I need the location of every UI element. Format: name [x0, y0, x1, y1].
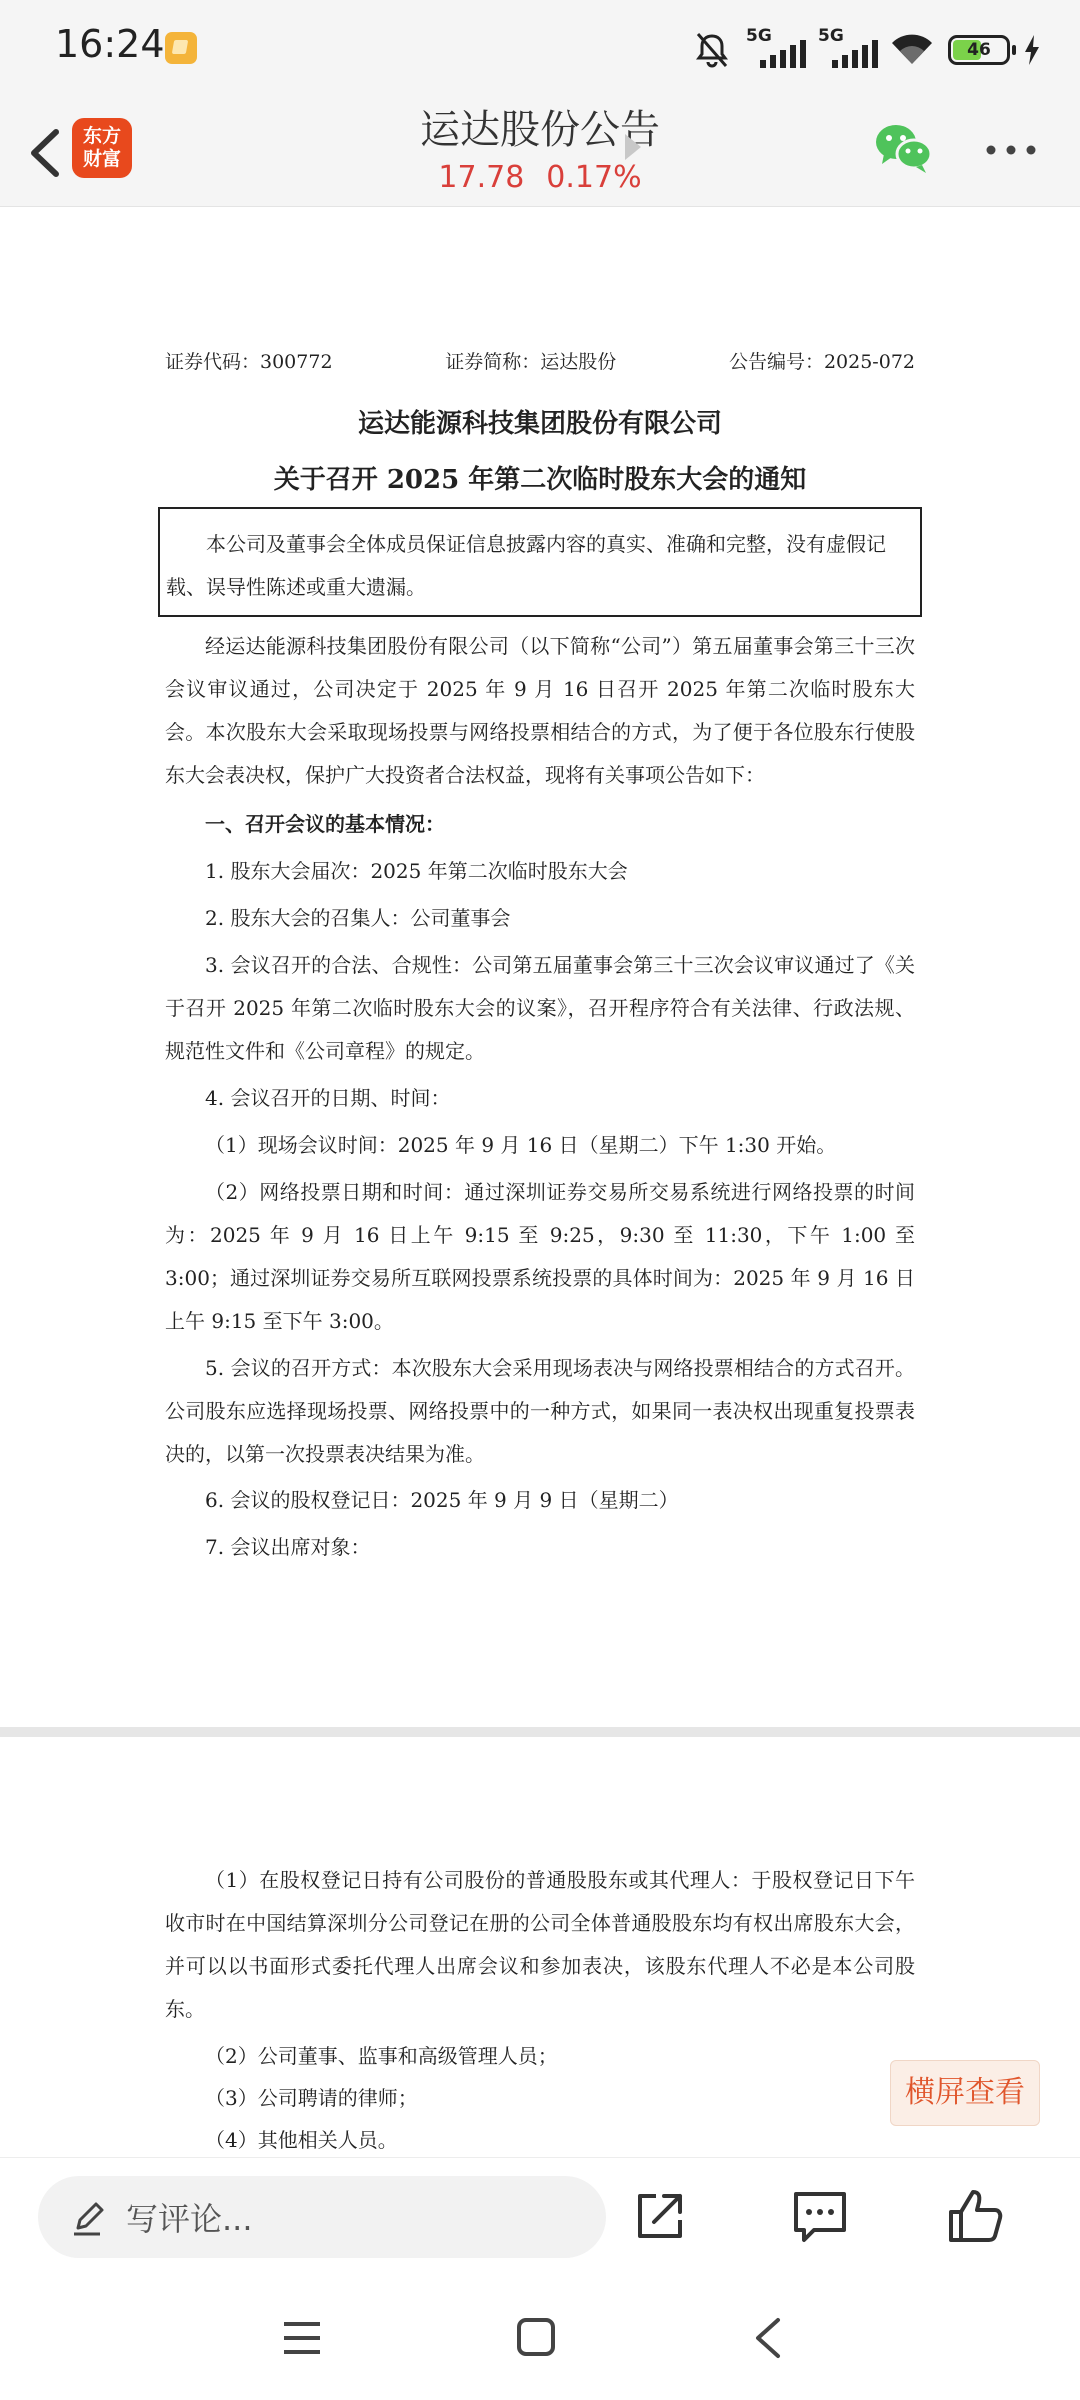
wechat-share-icon[interactable]: [872, 118, 934, 178]
stock-price: 17.78: [438, 160, 525, 195]
item-3: 3. 会议召开的合法、合规性：公司第五届董事会第三十三次会议审议通过了《关于召开 2025 年第二次临时股东大会的议案》，召开程序符合有关法律、行政法规、规范性文件和《公司章程》的规定。: [165, 953, 915, 1063]
item-4a: （1）现场会议时间：2025 年 9 月 16 日（星期二）下午 1:30 开始。: [205, 1133, 837, 1157]
thumbs-up-icon[interactable]: [945, 2186, 1005, 2246]
stock-quote: [300, 158, 780, 198]
bottom-action-bar: [0, 2157, 1080, 2278]
security-code: 证券代码：300772: [165, 351, 333, 373]
section-heading: 一、召开会议的基本情况：: [205, 812, 445, 836]
page-title: 运达股份公告: [420, 107, 660, 153]
item-7a: （1）在股权登记日持有公司股份的普通股股东或其代理人：于股权登记日下午收市时在中国结算深圳分公司登记在册的公司全体普通股股东均有权出席股东大会，并可以以书面形式委托代理人出席会议和参加表决，该股东代理人不必是本公司股东。: [165, 1868, 915, 2021]
status-bar: [0, 0, 1080, 100]
home-icon[interactable]: [516, 2317, 556, 2357]
app-logo: 东方 财富: [72, 118, 132, 178]
system-back-icon[interactable]: [752, 2317, 782, 2359]
page-separator: [0, 1727, 1080, 1737]
security-short-name: 证券简称：运达股份: [445, 351, 617, 373]
intro-paragraph: 经运达能源科技集团股份有限公司（以下简称“公司”）第五届董事会第三十三次会议审议通过，公司决定于 2025 年 9 月 16 日召开 2025 年第二次临时股东大会。本次股东大会采取现场投票与网络投票相结合的方式，为了便于各位股东行使股东大会表决权，保护广大投资者合法权益，现将有关事项公告如下：: [165, 634, 915, 787]
more-options-icon[interactable]: [985, 140, 1037, 160]
company-title: 运达能源科技集团股份有限公司: [357, 409, 722, 439]
recent-apps-icon[interactable]: [282, 2319, 322, 2357]
item-7c: （3）公司聘请的律师；: [205, 2086, 418, 2110]
status-icons: [692, 28, 1040, 72]
notification-app-icon: [165, 32, 197, 64]
item-1: 1. 股东大会届次：2025 年第二次临时股东大会: [205, 859, 628, 883]
item-7: 7. 会议出席对象：: [205, 1535, 371, 1559]
system-nav-bar: [0, 2277, 1080, 2400]
document-page-1[interactable]: [0, 207, 1080, 1727]
app-header: [0, 100, 1080, 207]
landscape-view-button[interactable]: 横屏查看: [890, 2060, 1040, 2126]
stock-change: 0.17%: [546, 160, 642, 195]
item-4b: （2）网络投票日期和时间：通过深圳证券交易所交易系统进行网络投票的时间为：2025 年 9 月 16 日上午 9:15 至 9:25，9:30 至 11:30，下午 1:00 至 3:00；通过深圳证券交易所互联网投票系统投票的具体时间为：2025 年 9 月 16 日上午 9:15 至下午 3:00。: [165, 1180, 915, 1333]
mute-bell-icon: [692, 30, 732, 70]
item-7d: （4）其他相关人员。: [205, 2128, 398, 2152]
comment-placeholder: 写评论...: [126, 2200, 253, 2238]
title-area[interactable]: [300, 102, 780, 198]
wifi-icon: [890, 32, 934, 68]
notice-number: 公告编号：2025-072: [728, 351, 915, 373]
battery-icon: 46: [948, 35, 1010, 65]
document-meta: [165, 347, 915, 374]
disclaimer-box: 本公司及董事会全体成员保证信息披露内容的真实、准确和完整，没有虚假记载、误导性陈述或重大遗漏。: [158, 507, 922, 617]
item-2: 2. 股东大会的召集人：公司董事会: [205, 906, 511, 930]
comments-icon[interactable]: [790, 2188, 850, 2244]
signal-icon-2: 5G: [818, 30, 876, 70]
back-button[interactable]: [18, 118, 74, 188]
item-5: 5. 会议的召开方式：本次股东大会采用现场表决与网络投票相结合的方式召开。公司股东应选择现场投票、网络投票中的一种方式，如果同一表决权出现重复投票表决的，以第一次投票表决结果为准。: [165, 1356, 915, 1466]
signal-icon-1: 5G: [746, 30, 804, 70]
item-7b: （2）公司董事、监事和高级管理人员；: [205, 2044, 558, 2068]
item-6: 6. 会议的股权登记日：2025 年 9 月 9 日（星期二）: [205, 1488, 679, 1512]
charging-icon: [1024, 35, 1040, 65]
item-4: 4. 会议召开的日期、时间：: [205, 1086, 451, 1110]
expand-arrow-icon[interactable]: [625, 134, 641, 160]
pencil-icon: [70, 2198, 110, 2238]
status-time: 16:24: [55, 22, 165, 66]
notice-title: 关于召开 2025 年第二次临时股东大会的通知: [273, 465, 807, 495]
comment-input[interactable]: [38, 2176, 606, 2258]
share-icon[interactable]: [632, 2188, 688, 2244]
